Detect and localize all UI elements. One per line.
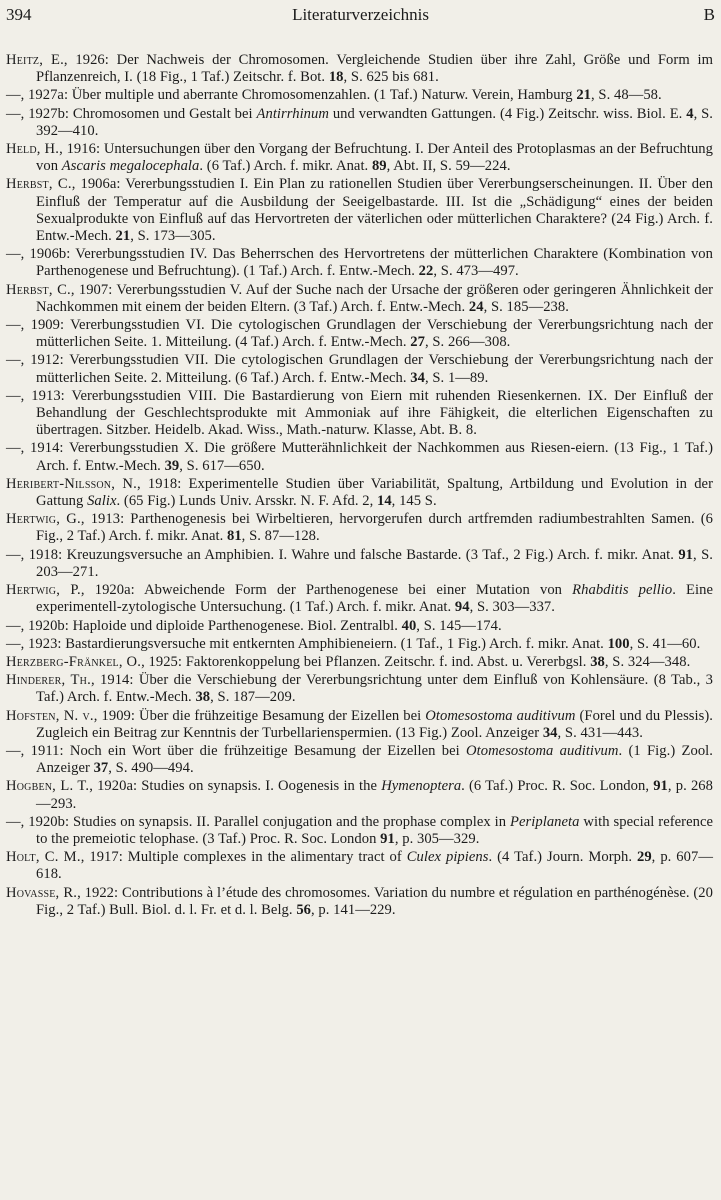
entry-text: —, 1914: Vererbungsstudien X. Die größere Mutterähnlichkeit der Nachkommen aus Riesen-eiern. (13 Fig., 1 Taf.) Arch. f. Entw.-Mech. xyxy=(6,440,713,474)
entry-text: , 1909: Über die frühzeitige Besamung der Eizellen bei xyxy=(93,707,426,724)
entry-volume: 18 xyxy=(328,69,344,86)
entry-text: , p. 141—229. xyxy=(311,901,396,918)
entry-text: , S. 203—271. xyxy=(36,546,713,580)
entry-text: , 1920a: Studies on synapsis. I. Oogenesis in the xyxy=(89,778,382,795)
bibliography-entry xyxy=(6,778,713,812)
entry-volume: 14 xyxy=(376,493,392,510)
entry-text: , S. 392—410. xyxy=(36,105,713,139)
entry-author: Herbst, C. xyxy=(6,176,72,193)
entry-taxon: Salix xyxy=(87,493,117,510)
bibliography-entry xyxy=(6,106,713,140)
entry-text: . (6 Taf.) Proc. R. Soc. London, xyxy=(461,778,654,795)
entry-text: —, 1923: Bastardierungsversuche mit entkernten Amphibieneiern. (1 Taf., 1 Fig.) Arch. f. mikr. Anat. xyxy=(6,635,608,652)
entry-text: , 1926: Der Nachweis der Chromosomen. Vergleichende Studien über ihre Zahl, Größe und Form im Pflanzenreich, I. (18 Fig., 1 Taf.) Zeitschr. f. Bot. xyxy=(36,52,713,86)
entry-author: Hofsten, N. v. xyxy=(6,707,94,724)
entry-text: , 1916: Untersuchungen über den Vorgang der Befruchtung. I. Der Anteil des Protoplasmas an der Befruchtung von xyxy=(36,141,713,175)
entry-text: . Eine experimentell-zytologische Untersuchung. (1 Taf.) Arch. f. mikr. Anat. xyxy=(36,582,713,616)
bibliography-entry xyxy=(6,849,713,883)
entry-text: , 1907: Vererbungsstudien V. Auf der Suche nach der Ursache der größeren oder geringeren Ähnlichkeit der Nachkommen mit einem der beiden Eltern. (3 Taf.) Arch. f. Entw.-Mech. xyxy=(36,281,714,315)
entry-text: with special reference to the premeiotic telophase. (3 Taf.) Proc. R. Soc. London xyxy=(36,813,713,847)
bibliography-entry xyxy=(6,511,713,545)
entry-text: —, 1912: Vererbungsstudien VII. Die cytologischen Grundlagen der Verschiebung der Vererbungsrichtung nach der mütterlichen Seite. 2. Mitteilung. (6 Taf.) Arch. f. Entw.-Mech. xyxy=(6,352,713,386)
bibliography-entry xyxy=(6,814,713,848)
entry-text: , S. 266—308. xyxy=(424,334,511,351)
entry-volume: 94 xyxy=(454,599,470,616)
entry-text: , S. 431—443. xyxy=(557,724,643,741)
entry-text: , 1918: Experimentelle Studien über Variabilität, Spaltung, Artbildung und Evolution in der Gattung xyxy=(36,475,713,510)
entry-text: , 1914: Über die Verschiebung der Vererbungsrichtung unter dem Einfluß von Kohlensäure. (8 Tab., 3 Taf.) Arch. f. Entw.-Mech. xyxy=(36,672,713,706)
entry-text: —, 1927a: Über multiple und aberrante Chromosomenzahlen. (1 Taf.) Naturw. Verein, Hamburg xyxy=(6,87,577,104)
page-number: 394 xyxy=(6,5,32,24)
section-letter: B xyxy=(703,5,715,24)
entry-volume: 27 xyxy=(410,334,425,351)
entry-author: Heitz, E. xyxy=(6,52,64,68)
bibliography-entry xyxy=(6,440,713,474)
entry-volume: 4 xyxy=(686,105,694,122)
entry-volume: 21 xyxy=(576,87,592,104)
entry-text: , S. 625 bis 681. xyxy=(343,69,439,86)
bibliography-entry xyxy=(6,176,713,245)
entry-volume: 39 xyxy=(164,457,180,474)
entry-text: —, 1909: Vererbungsstudien VI. Die cytologischen Grundlagen der Verschiebung der Vererbungsrichtung nach der mütterlichen Seite. 1. Mitteilung. (4 Taf.) Arch. f. Entw.-Mech. xyxy=(6,317,713,351)
entry-author: Heribert-Nilsson, N. xyxy=(6,475,137,492)
entry-text: , 1906a: Vererbungsstudien I. Ein Plan zu rationellen Studien über Vererbungserscheinungen. II. Über den Einfluß der Temperatur auf die Ausbildung der Seeigelbastarde. III. Ist die „Schädigung“ eines der beiden Sexualprodukte von Einfluß auf das Hervortreten der väterlichen oder mütterlichen Charaktere? (24 Fig.) Arch. f. Entw.-Mech. xyxy=(36,176,714,245)
entry-text: , S. 87—128. xyxy=(241,528,320,545)
running-header xyxy=(6,2,715,28)
entry-text: , 1920a: Abweichende Form der Parthenogenese bei einer Mutation von xyxy=(80,582,573,599)
entry-text: —, 1920b: Studies on synapsis. II. Parallel conjugation and the prophase complex in xyxy=(6,813,511,830)
entry-text: , 1925: Faktorenkoppelung bei Pflanzen. Zeitschr. f. ind. Abst. u. Vererbgsl. xyxy=(141,653,591,670)
entry-taxon: Periplaneta xyxy=(510,813,580,830)
entry-text: , S. 473—497. xyxy=(433,263,519,280)
entry-text: , S. 187—209. xyxy=(210,689,296,706)
bibliography-entry xyxy=(6,547,713,581)
bibliography-entry xyxy=(6,672,713,706)
entry-taxon: Otomesostoma auditivum xyxy=(425,707,576,724)
entry-volume: 81 xyxy=(226,528,242,545)
entry-taxon: Culex pipiens xyxy=(406,849,489,866)
bibliography-entry xyxy=(6,352,713,386)
entry-volume: 56 xyxy=(296,901,312,918)
entry-text: , S. 490—494. xyxy=(108,760,194,777)
entry-text: , 145 S. xyxy=(391,493,437,510)
entry-author: Hogben, L. T. xyxy=(6,778,90,795)
bibliography-entry xyxy=(6,52,713,86)
entry-volume: 100 xyxy=(607,635,630,652)
entry-text: —, 1913: Vererbungsstudien VIII. Die Bastardierung von Eiern mit ruhenden Riesenkernen. IX. Der Einfluß der Behandlung der Geschlechtsprodukte mit Ammoniak auf ihre Fähigkeit, die elterlichen Eigenschaften zu übertragen. Sitzber. Heidelb. Akad. Wiss., Math.-naturw. Klasse, Abt. B. 8. xyxy=(6,387,713,439)
entry-text: . (6 Taf.) Arch. f. mikr. Anat. xyxy=(199,158,372,175)
bibliography-list xyxy=(6,52,713,920)
running-title: Literaturverzeichnis xyxy=(292,5,429,24)
entry-volume: 89 xyxy=(371,158,387,175)
entry-volume: 34 xyxy=(410,369,425,386)
bibliography-entry xyxy=(6,582,713,616)
entry-text: , S. 617—650. xyxy=(179,457,265,474)
bibliography-entry xyxy=(6,141,713,175)
bibliography-entry xyxy=(6,317,713,351)
entry-text: —, 1920b: Haploide und diploide Parthenogenese. Biol. Zentralbl. xyxy=(6,617,402,634)
entry-text: (Forel und du Plessis). Zugleich ein Beitrag zur Kenntnis der Turbellarienspermien. (13 Fig.) Zool. Anzeiger xyxy=(36,707,713,741)
entry-author: Held, H. xyxy=(6,141,60,158)
entry-author: Holt, C. M. xyxy=(6,849,81,866)
entry-text: . (1 Fig.) Zool. Anzeiger xyxy=(36,742,713,777)
bibliography-entry xyxy=(6,476,713,510)
bibliography-entry xyxy=(6,282,713,316)
entry-text: , S. 324—348. xyxy=(604,653,691,670)
entry-text: —, 1911: Noch ein Wort über die frühzeitige Besamung der Eizellen bei xyxy=(6,742,467,759)
entry-text: —, 1927b: Chromosomen und Gestalt bei xyxy=(6,105,257,122)
entry-text: —, 1906b: Vererbungsstudien IV. Das Beherrschen des Hervortretens der mütterlichen Charaktere (Kombination von Parthenogenese und Befruchtung). (1 Taf.) Arch. f. Entw.-Mech. xyxy=(6,246,713,280)
bibliography-entry xyxy=(6,618,713,635)
entry-author: Hovasse, R. xyxy=(6,884,78,901)
bibliography-entry xyxy=(6,743,713,777)
bibliography-entry xyxy=(6,636,713,653)
entry-text: , 1913: Parthenogenesis bei Wirbeltieren, hervorgerufen durch artfremden radiumbestrahlten Samen. (6 Fig., 2 Taf.) Arch. f. mikr. Anat. xyxy=(36,511,713,545)
entry-volume: 40 xyxy=(401,617,417,634)
entry-taxon: Rhabditis pellio xyxy=(572,582,673,599)
entry-author: Hinderer, Th. xyxy=(6,672,91,689)
entry-volume: 34 xyxy=(542,724,558,741)
entry-text: , Abt. II, S. 59—224. xyxy=(386,158,511,175)
entry-author: Hertwig, G. xyxy=(6,511,81,528)
entry-volume: 38 xyxy=(590,653,605,670)
entry-volume: 22 xyxy=(418,263,434,280)
entry-text: —, 1918: Kreuzungsversuche an Amphibien. I. Wahre und falsche Bastarde. (3 Taf., 2 Fig.) Arch. f. mikr. Anat. xyxy=(6,546,679,563)
entry-volume: 91 xyxy=(678,546,694,563)
entry-text: , S. 48—58. xyxy=(591,87,662,104)
bibliography-entry xyxy=(6,885,713,919)
entry-volume: 91 xyxy=(653,778,668,795)
entry-text: , S. 303—337. xyxy=(469,599,555,616)
entry-text: und verwandten Gattungen. (4 Fig.) Zeitschr. wiss. Biol. E. xyxy=(328,105,687,122)
entry-volume: 38 xyxy=(195,689,211,706)
entry-volume: 24 xyxy=(468,298,484,315)
bibliography-entry xyxy=(6,708,713,742)
bibliography-entry xyxy=(6,654,713,671)
entry-text: . (65 Fig.) Lunds Univ. Arsskr. N. F. Afd. 2, xyxy=(116,493,377,510)
entry-taxon: Antirrhinum xyxy=(256,105,329,122)
entry-text: , S. 145—174. xyxy=(416,617,502,634)
entry-volume: 91 xyxy=(380,830,395,847)
entry-author: Herbst, C. xyxy=(6,281,71,298)
entry-text: , S. 1—89. xyxy=(424,369,489,386)
entry-author: Hertwig, P. xyxy=(6,582,81,599)
entry-text: , S. 185—238. xyxy=(483,298,569,315)
entry-text: , S. 173—305. xyxy=(130,228,216,245)
entry-text: , p. 268—293. xyxy=(36,778,713,812)
entry-taxon: Otomesostoma auditivum xyxy=(466,742,619,759)
bibliography-entry xyxy=(6,87,713,104)
entry-taxon: Ascaris megalocephala xyxy=(61,158,200,175)
bibliography-entry xyxy=(6,246,713,280)
entry-taxon: Hymenoptera xyxy=(381,778,462,795)
entry-text: . (4 Taf.) Journ. Morph. xyxy=(488,849,637,866)
entry-author: Herzberg-Fränkel, O. xyxy=(6,653,142,670)
entry-text: , 1917: Multiple complexes in the alimentary tract of xyxy=(80,849,407,866)
entry-text: , p. 607—618. xyxy=(36,849,713,883)
entry-text: , S. 41—60. xyxy=(629,635,701,652)
entry-volume: 21 xyxy=(115,228,131,245)
bibliography-entry xyxy=(6,388,713,440)
entry-text: , 1922: Contributions à l’étude des chromosomes. Variation du numbre et régulation en parthénogénèse. (20 Fig., 2 Taf.) Bull. Biol. d. l. Fr. et d. l. Belg. xyxy=(36,884,714,918)
entry-volume: 37 xyxy=(93,760,109,777)
entry-text: , p. 305—329. xyxy=(394,830,480,847)
entry-volume: 29 xyxy=(636,849,652,866)
